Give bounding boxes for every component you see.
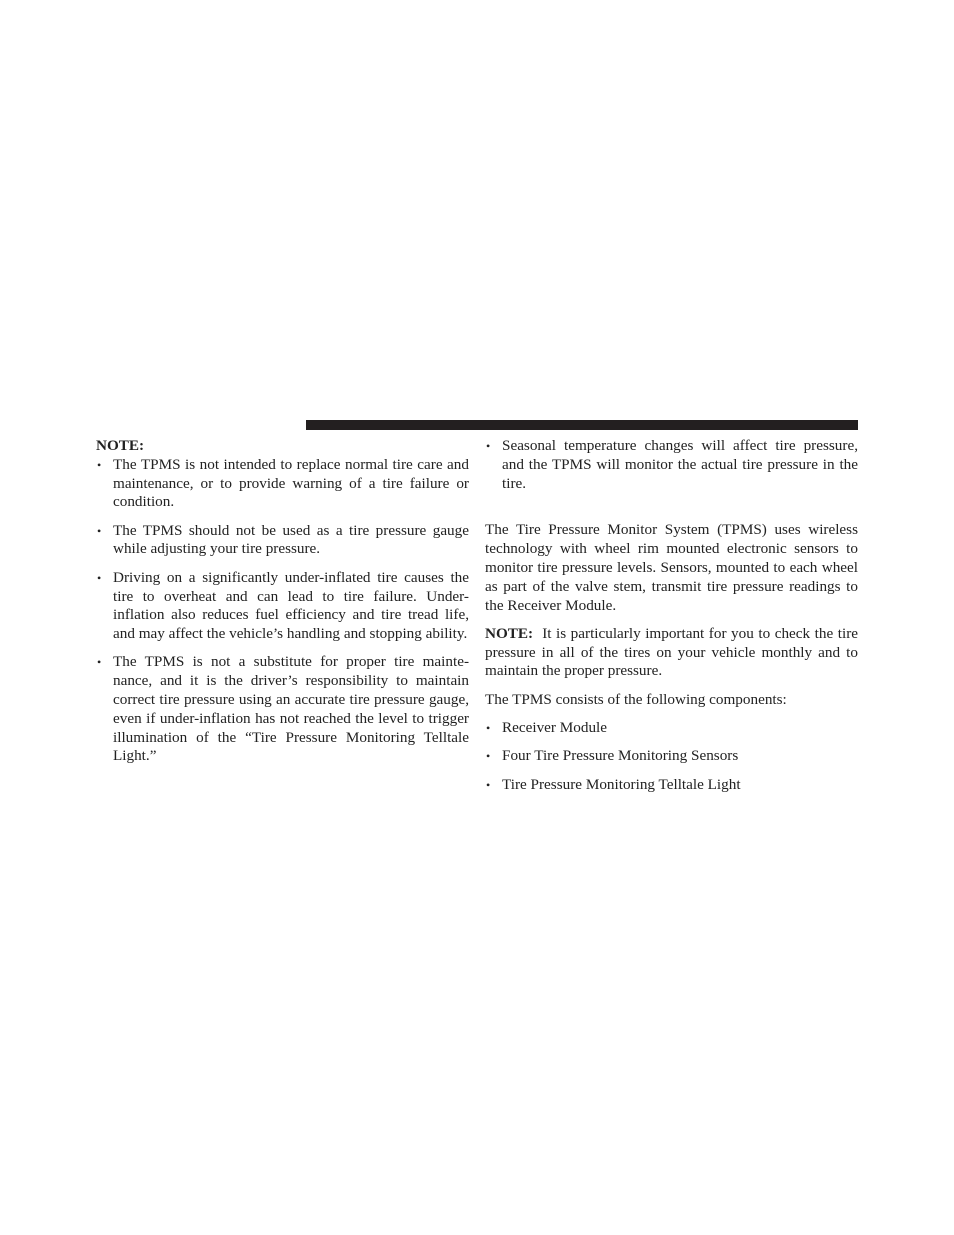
list-item: • The TPMS is not a substitute for proper tire mainte- nance, and it is the driver’s responsibility to maintain correct tire pressure using an accurate tire pressure gauge, even if under-inflation has not reached the level to trigger illumination of the “Tire Pressure Monitoring Telltale Light.”: [97, 653, 469, 765]
list-item: • Receiver Module: [486, 719, 608, 737]
components-list: [485, 719, 858, 794]
list-item: • Seasonal temperature changes will affect tire pressure, and the TPMS will monitor the actual tire pressure in the tire.: [486, 437, 858, 492]
list-item: • The TPMS is not intended to replace normal tire care and maintenance, or to provide warning of a tire failure or condition.: [97, 455, 469, 511]
bullet-icon: •: [97, 457, 102, 472]
bullet-icon: •: [97, 655, 102, 670]
list-item: • Driving on a significantly under-inflated tire causes the tire to overheat and can lead to tire failure. Under-inflation also reduces fuel efficiency and tire tread life, and may affect the vehicle’s handling and stopping ability.: [97, 568, 469, 643]
header-rule: [306, 420, 858, 430]
right-column: [485, 437, 858, 804]
seasonal-bullet-list: [485, 437, 858, 493]
bullet-icon: •: [486, 749, 491, 764]
tpms-intro-paragraph: The Tire Pressure Monitor System (TPMS) uses wireless technology with wheel rim mounted electronic sensors to monitor tire pressure levels. Sensors, mounted to each wheel as part of the valve stem, transmit tire pressure readings to the Receiver Module.: [485, 521, 858, 614]
note-bullet-list: [96, 456, 469, 766]
bullet-icon: •: [486, 439, 491, 453]
tpms-note-paragraph: NOTE: It is particularly important for you to check the tire pressure in all of the tires on your vehicle monthly and to maintain the proper pressure.: [485, 624, 858, 680]
bullet-icon: •: [486, 777, 491, 792]
note-label: NOTE:: [96, 437, 145, 454]
list-item: • Four Tire Pressure Monitoring Sensors: [486, 747, 739, 765]
left-column: [96, 437, 469, 776]
bullet-icon: •: [486, 721, 491, 736]
list-item: • Tire Pressure Monitoring Telltale Light: [486, 775, 741, 793]
components-intro: The TPMS consists of the following components:: [485, 690, 787, 708]
list-item: • The TPMS should not be used as a tire pressure gauge while adjusting your tire pressure.: [97, 521, 469, 558]
bullet-icon: •: [97, 523, 102, 538]
bullet-icon: •: [97, 570, 102, 585]
note-label: NOTE:: [485, 624, 534, 642]
